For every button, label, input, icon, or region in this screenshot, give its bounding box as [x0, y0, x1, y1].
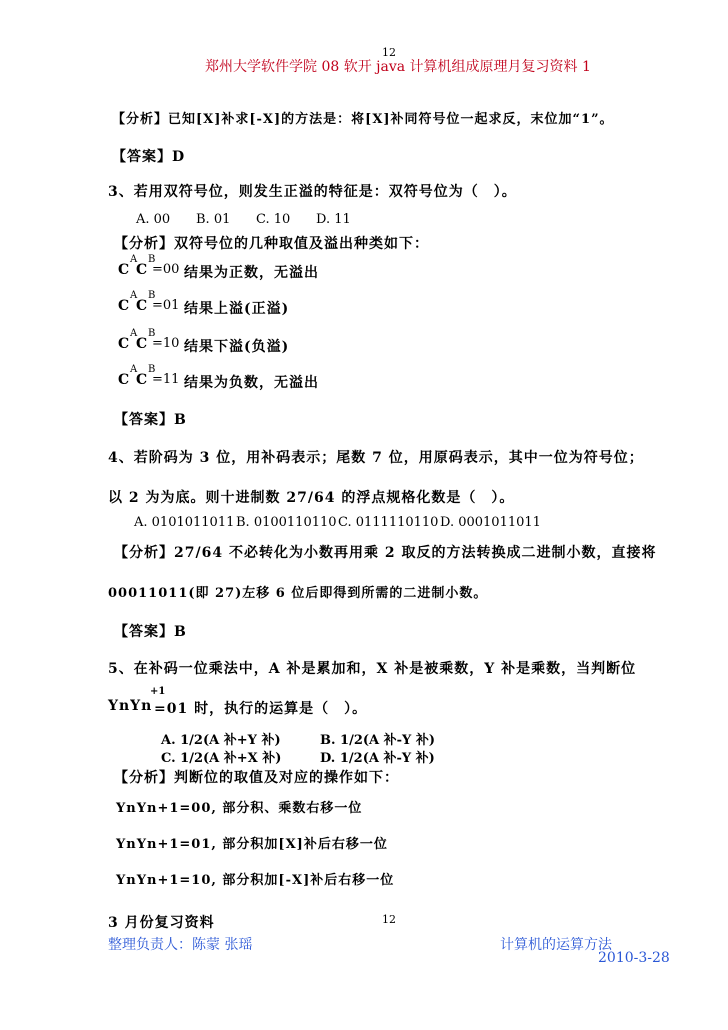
- q3-analysis: 【分析】双符号位的几种取值及溢出种类如下：: [114, 236, 429, 252]
- row-c1: C: [118, 298, 130, 314]
- row-sub-b: B: [148, 290, 156, 301]
- q5-row-1: YnYn+1=00, 部分积、乘数右移一位: [116, 801, 363, 816]
- q5-option-c: C. 1/2(A 补+X 补): [161, 751, 282, 766]
- q5-prefix: YnYn: [108, 698, 153, 714]
- q3-option-c: C. 10: [256, 212, 291, 227]
- row-c2: C: [136, 336, 148, 352]
- q4-option-d: D. 0001011011: [440, 515, 541, 530]
- q3-option-d: D. 11: [316, 212, 351, 227]
- header-page-number: 12: [382, 46, 396, 59]
- question-5-line-1: 5、在补码一位乘法中，A 补是累加和，X 补是被乘数，Y 补是乘数，当判断位: [108, 661, 637, 677]
- answer-4: 【答案】B: [114, 624, 187, 640]
- row-desc: 结果为正数，无溢出: [184, 265, 319, 281]
- q5-row-3: YnYn+1=10, 部分积加[-X]补后右移一位: [116, 873, 395, 888]
- q5-rest: =01 时，执行的运算是（ ）。: [154, 701, 368, 717]
- answer-1: 【答案】D: [112, 149, 186, 165]
- row-c2: C: [136, 298, 148, 314]
- footer-topic: 计算机的运算方法: [500, 937, 612, 953]
- row-c2: C: [136, 262, 148, 278]
- row-c1: C: [118, 262, 130, 278]
- row-value: =01: [152, 298, 180, 313]
- row-desc: 结果上溢(正溢): [184, 301, 290, 317]
- row-desc: 结果下溢(负溢): [184, 339, 290, 355]
- question-4-line-1: 4、若阶码为 3 位，用补码表示；尾数 7 位，用原码表示，其中一位为符号位；: [108, 450, 644, 466]
- row-sub-a: A: [130, 254, 138, 265]
- q5-option-d: D. 1/2(A 补-Y 补): [320, 751, 435, 766]
- header-title: 郑州大学软件学院 08 软开 java 计算机组成原理月复习资料 1: [205, 59, 591, 75]
- row-sub-a: A: [130, 364, 138, 375]
- q4-analysis-line-2: 00011011(即 27)左移 6 位后即得到所需的二进制小数。: [108, 586, 488, 601]
- question-3: 3、若用双符号位，则发生正溢的特征是：双符号位为（ ）。: [108, 184, 517, 200]
- row-desc: 结果为负数，无溢出: [184, 375, 319, 391]
- q4-option-b: B. 0100110110: [236, 515, 337, 530]
- question-5-line-2: [108, 686, 428, 722]
- footer-page-number: 12: [382, 913, 396, 926]
- q3-option-b: B. 01: [196, 212, 231, 227]
- q3-row-4: [114, 364, 414, 394]
- row-c1: C: [118, 372, 130, 388]
- answer-3: 【答案】B: [114, 412, 187, 428]
- row-sub-a: A: [130, 290, 138, 301]
- row-c2: C: [136, 372, 148, 388]
- analysis-1: 【分析】已知[X]补求[-X]的方法是：将[X]补同符号位一起求反，末位加“1”。: [112, 112, 614, 127]
- q5-option-a: A. 1/2(A 补+Y 补): [161, 733, 281, 748]
- row-sub-a: A: [130, 328, 138, 339]
- q4-analysis-line-1: 【分析】27/64 不必转化为小数再用乘 2 取反的方法转换成二进制小数，直接将: [114, 545, 657, 561]
- q5-superscript: +1: [150, 686, 166, 697]
- q4-option-c: C. 0111110110: [338, 515, 439, 530]
- q3-row-1: [114, 254, 414, 284]
- row-sub-b: B: [148, 254, 156, 265]
- q3-option-a: A. 00: [136, 212, 171, 227]
- row-value: =11: [152, 372, 180, 387]
- footer-date: 2010-3-28: [598, 950, 670, 966]
- footer-credit: 整理负责人：陈蒙 张瑶: [108, 937, 253, 953]
- footer-title: 3 月份复习资料: [108, 915, 215, 931]
- q5-row-2: YnYn+1=01, 部分积加[X]补后右移一位: [116, 837, 388, 852]
- row-value: =10: [152, 336, 180, 351]
- q3-row-3: [114, 328, 414, 358]
- row-sub-b: B: [148, 328, 156, 339]
- q4-option-a: A. 0101011011: [134, 515, 235, 530]
- q5-option-b: B. 1/2(A 补-Y 补): [320, 733, 435, 748]
- q3-row-2: [114, 290, 414, 320]
- row-value: =00: [152, 262, 180, 277]
- q5-analysis: 【分析】判断位的取值及对应的操作如下：: [114, 770, 399, 786]
- question-4-line-2: 以 2 为为底。则十进制数 27/64 的浮点规格化数是（ ）。: [108, 490, 515, 506]
- row-sub-b: B: [148, 364, 156, 375]
- row-c1: C: [118, 336, 130, 352]
